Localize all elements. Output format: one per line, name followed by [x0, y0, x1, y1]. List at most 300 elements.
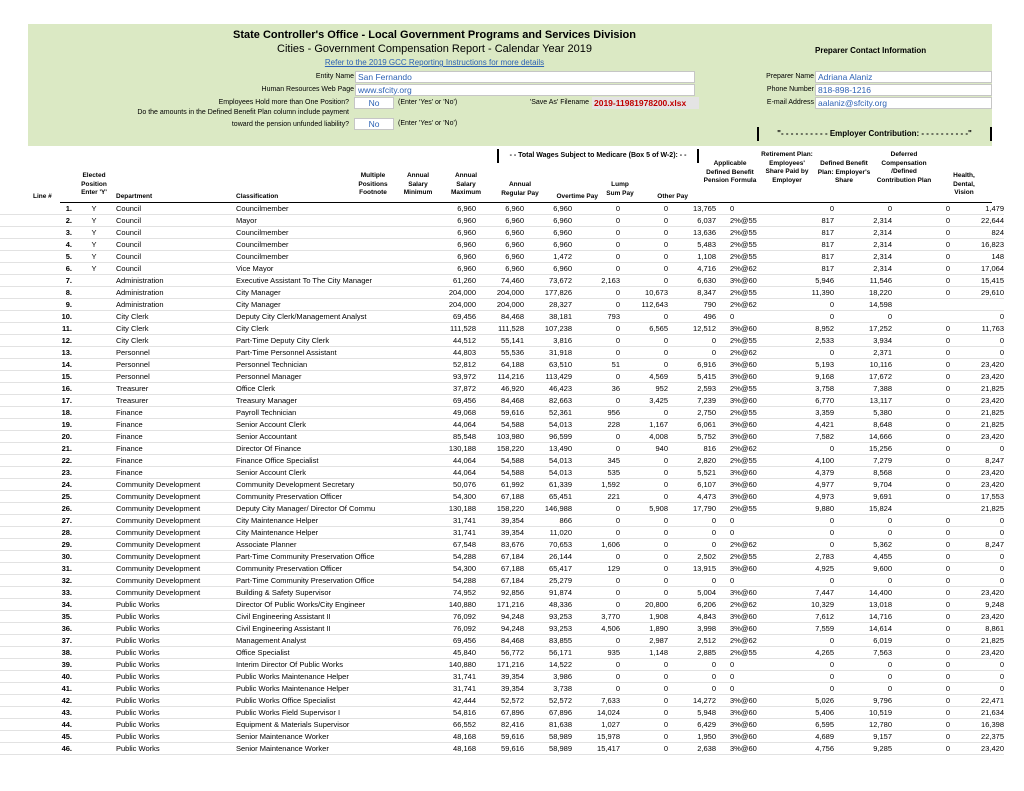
- cell-overtime-pay: 0: [572, 551, 620, 563]
- cell-other-pay: 4,716: [668, 263, 716, 275]
- cell-db-employer-share: 13,117: [834, 395, 892, 407]
- cell-elected: [72, 299, 116, 311]
- cell-salary-min: 140,880: [428, 659, 476, 671]
- cell-deferred-comp: 0: [892, 647, 950, 659]
- cell-other-pay: 14,272: [668, 695, 716, 707]
- cell-deferred-comp: 0: [892, 251, 950, 263]
- cell-lump-sum-pay: 0: [620, 407, 668, 419]
- cell-classification: Community Preservation Officer: [236, 563, 388, 575]
- cell-other-pay: 0: [668, 683, 716, 695]
- cell-retirement-share: 817: [776, 239, 834, 251]
- cell-multiple-positions: [388, 695, 428, 707]
- cell-classification: Interim Director Of Public Works: [236, 659, 388, 671]
- col-lump-sum: Lump Sum Pay: [606, 181, 634, 197]
- cell-retirement-share: 5,193: [776, 359, 834, 371]
- cell-classification: City Manager: [236, 287, 388, 299]
- cell-elected: Y: [72, 251, 116, 263]
- cell-multiple-positions: [388, 383, 428, 395]
- cell-health-dental-vision: 22,471: [950, 695, 1004, 707]
- cell-salary-min: 69,456: [428, 635, 476, 647]
- cell-pension-formula: 3%@60: [716, 695, 776, 707]
- cell-elected: [72, 635, 116, 647]
- cell-deferred-comp: 0: [892, 467, 950, 479]
- cell-regular-pay: 6,960: [524, 215, 572, 227]
- cell-regular-pay: 56,171: [524, 647, 572, 659]
- cell-elected: [72, 515, 116, 527]
- cell-line-number: 36.: [0, 623, 72, 635]
- cell-department: Public Works: [116, 695, 236, 707]
- cell-department: Administration: [116, 299, 236, 311]
- hr-web-page-field[interactable]: www.sfcity.org: [355, 84, 695, 96]
- cell-retirement-share: 0: [776, 671, 834, 683]
- email-label: E-mail Address: [766, 99, 814, 106]
- cell-salary-min: 54,300: [428, 563, 476, 575]
- table-row: [0, 443, 1004, 455]
- cell-db-employer-share: 4,455: [834, 551, 892, 563]
- compensation-table: [0, 203, 1004, 755]
- cell-salary-max: 103,980: [476, 431, 524, 443]
- cell-overtime-pay: 0: [572, 443, 620, 455]
- cell-department: Council: [116, 263, 236, 275]
- cell-other-pay: 5,483: [668, 239, 716, 251]
- cell-elected: [72, 311, 116, 323]
- employer-contribution-group: "- - - - - - - - - - Employer Contribution: - - - - - - - - - -": [757, 127, 992, 141]
- cell-regular-pay: 93,253: [524, 611, 572, 623]
- cell-salary-min: 37,872: [428, 383, 476, 395]
- cell-pension-formula: 2%@55: [716, 239, 776, 251]
- cell-retirement-share: 4,100: [776, 455, 834, 467]
- cell-health-dental-vision: 0: [950, 527, 1004, 539]
- cell-lump-sum-pay: 0: [620, 467, 668, 479]
- cell-other-pay: 6,429: [668, 719, 716, 731]
- cell-line-number: 16.: [0, 383, 72, 395]
- table-row: [0, 227, 1004, 239]
- cell-health-dental-vision: 16,823: [950, 239, 1004, 251]
- cell-elected: [72, 443, 116, 455]
- cell-regular-pay: 65,417: [524, 563, 572, 575]
- cell-regular-pay: 73,672: [524, 275, 572, 287]
- cell-other-pay: 816: [668, 443, 716, 455]
- cell-db-employer-share: 0: [834, 671, 892, 683]
- cell-classification: Senior Maintenance Worker: [236, 743, 388, 755]
- cell-overtime-pay: 2,163: [572, 275, 620, 287]
- cell-elected: [72, 683, 116, 695]
- cell-line-number: 2.: [0, 215, 72, 227]
- cell-deferred-comp: 0: [892, 323, 950, 335]
- cell-deferred-comp: 0: [892, 635, 950, 647]
- cell-multiple-positions: [388, 323, 428, 335]
- cell-regular-pay: 107,238: [524, 323, 572, 335]
- cell-health-dental-vision: 23,420: [950, 359, 1004, 371]
- cell-pension-formula: 2%@62: [716, 443, 776, 455]
- cell-other-pay: 13,915: [668, 563, 716, 575]
- cell-db-employer-share: 9,796: [834, 695, 892, 707]
- cell-deferred-comp: 0: [892, 731, 950, 743]
- cell-department: Personnel: [116, 359, 236, 371]
- cell-overtime-pay: 0: [572, 239, 620, 251]
- cell-classification: Executive Assistant To The City Manager: [236, 275, 388, 287]
- cell-overtime-pay: 4,506: [572, 623, 620, 635]
- col-elected: Elected Position Enter 'Y': [81, 172, 107, 196]
- cell-regular-pay: 1,472: [524, 251, 572, 263]
- cell-lump-sum-pay: 2,987: [620, 635, 668, 647]
- cell-salary-max: 59,616: [476, 407, 524, 419]
- cell-salary-min: 130,188: [428, 443, 476, 455]
- cell-deferred-comp: 0: [892, 239, 950, 251]
- cell-deferred-comp: 0: [892, 671, 950, 683]
- cell-deferred-comp: 0: [892, 539, 950, 551]
- cell-line-number: 18.: [0, 407, 72, 419]
- cell-salary-max: 54,588: [476, 467, 524, 479]
- cell-pension-formula: 3%@60: [716, 707, 776, 719]
- cell-salary-min: 204,000: [428, 287, 476, 299]
- cell-multiple-positions: [388, 299, 428, 311]
- multi-position-label: Employees Hold more than One Position?: [218, 99, 349, 106]
- cell-db-employer-share: 15,256: [834, 443, 892, 455]
- cell-health-dental-vision: 9,248: [950, 599, 1004, 611]
- cell-elected: [72, 467, 116, 479]
- cell-line-number: 41.: [0, 683, 72, 695]
- cell-retirement-share: 817: [776, 215, 834, 227]
- cell-classification: Director Of Public Works/City Engineer: [236, 599, 388, 611]
- cell-classification: Payroll Technician: [236, 407, 388, 419]
- cell-deferred-comp: 0: [892, 431, 950, 443]
- cell-line-number: 44.: [0, 719, 72, 731]
- cell-salary-min: 31,741: [428, 527, 476, 539]
- cell-pension-formula: 3%@60: [716, 623, 776, 635]
- cell-other-pay: 2,885: [668, 647, 716, 659]
- cell-regular-pay: 6,960: [524, 239, 572, 251]
- cell-salary-max: 111,528: [476, 323, 524, 335]
- cell-regular-pay: 58,989: [524, 743, 572, 755]
- cell-health-dental-vision: 21,825: [950, 503, 1004, 515]
- cell-department: Public Works: [116, 659, 236, 671]
- phone-label: Phone Number: [766, 86, 814, 93]
- cell-pension-formula: 2%@62: [716, 599, 776, 611]
- preparer-name-field[interactable]: Adriana Alaniz: [815, 71, 992, 83]
- phone-field[interactable]: 818-898-1216: [815, 84, 992, 96]
- cell-salary-max: 54,588: [476, 455, 524, 467]
- cell-multiple-positions: [388, 731, 428, 743]
- cell-salary-min: 69,456: [428, 311, 476, 323]
- cell-elected: [72, 335, 116, 347]
- cell-overtime-pay: 0: [572, 323, 620, 335]
- cell-overtime-pay: 0: [572, 575, 620, 587]
- preparer-name-label: Preparer Name: [766, 73, 814, 80]
- cell-deferred-comp: 0: [892, 611, 950, 623]
- cell-multiple-positions: [388, 623, 428, 635]
- table-row: [0, 455, 1004, 467]
- cell-classification: City Maintenance Helper: [236, 515, 388, 527]
- cell-salary-max: 56,772: [476, 647, 524, 659]
- cell-classification: Vice Mayor: [236, 263, 388, 275]
- cell-lump-sum-pay: 6,565: [620, 323, 668, 335]
- cell-retirement-share: 0: [776, 659, 834, 671]
- cell-lump-sum-pay: 0: [620, 359, 668, 371]
- cell-db-employer-share: 2,314: [834, 263, 892, 275]
- cell-other-pay: 5,521: [668, 467, 716, 479]
- cell-overtime-pay: 228: [572, 419, 620, 431]
- cell-other-pay: 6,916: [668, 359, 716, 371]
- cell-salary-max: 82,416: [476, 719, 524, 731]
- cell-classification: Community Development Secretary: [236, 479, 388, 491]
- cell-multiple-positions: [388, 515, 428, 527]
- cell-db-employer-share: 7,388: [834, 383, 892, 395]
- cell-elected: [72, 407, 116, 419]
- cell-regular-pay: 28,327: [524, 299, 572, 311]
- cell-classification: Office Specialist: [236, 647, 388, 659]
- cell-regular-pay: 61,339: [524, 479, 572, 491]
- cell-salary-min: 44,064: [428, 467, 476, 479]
- cell-salary-min: 69,456: [428, 395, 476, 407]
- cell-salary-min: 54,300: [428, 491, 476, 503]
- cell-elected: [72, 623, 116, 635]
- cell-line-number: 14.: [0, 359, 72, 371]
- cell-elected: [72, 671, 116, 683]
- cell-other-pay: 5,415: [668, 371, 716, 383]
- cell-pension-formula: 0: [716, 311, 776, 323]
- cell-health-dental-vision: 0: [950, 563, 1004, 575]
- cell-salary-max: 114,216: [476, 371, 524, 383]
- table-row: [0, 215, 1004, 227]
- cell-deferred-comp: 0: [892, 479, 950, 491]
- cell-salary-max: 52,572: [476, 695, 524, 707]
- email-field[interactable]: aalaniz@sfcity.org: [815, 97, 992, 109]
- cell-deferred-comp: 0: [892, 659, 950, 671]
- cell-salary-max: 84,468: [476, 635, 524, 647]
- cell-lump-sum-pay: 0: [620, 347, 668, 359]
- cell-elected: [72, 719, 116, 731]
- cell-regular-pay: 63,510: [524, 359, 572, 371]
- multi-position-field[interactable]: No: [354, 97, 394, 109]
- cell-multiple-positions: [388, 419, 428, 431]
- cell-lump-sum-pay: 0: [620, 719, 668, 731]
- cell-lump-sum-pay: 0: [620, 539, 668, 551]
- cell-db-employer-share: 17,252: [834, 323, 892, 335]
- cell-health-dental-vision: 29,610: [950, 287, 1004, 299]
- cell-department: Public Works: [116, 635, 236, 647]
- cell-line-number: 9.: [0, 299, 72, 311]
- cell-regular-pay: 54,013: [524, 467, 572, 479]
- cell-multiple-positions: [388, 455, 428, 467]
- cell-multiple-positions: [388, 599, 428, 611]
- cell-other-pay: 5,752: [668, 431, 716, 443]
- cell-health-dental-vision: 23,420: [950, 371, 1004, 383]
- cell-salary-min: 6,960: [428, 239, 476, 251]
- cell-retirement-share: 5,026: [776, 695, 834, 707]
- cell-salary-min: 54,288: [428, 575, 476, 587]
- instructions-link[interactable]: Refer to the 2019 GCC Reporting Instructions for more details: [324, 58, 545, 67]
- table-row: [0, 503, 1004, 515]
- cell-other-pay: 1,108: [668, 251, 716, 263]
- cell-department: Public Works: [116, 731, 236, 743]
- cell-regular-pay: 25,279: [524, 575, 572, 587]
- cell-pension-formula: 3%@60: [716, 431, 776, 443]
- cell-pension-formula: 2%@62: [716, 263, 776, 275]
- cell-salary-max: 6,960: [476, 263, 524, 275]
- col-overtime-pay: Overtime Pay: [556, 193, 598, 200]
- cell-lump-sum-pay: 0: [620, 551, 668, 563]
- cell-other-pay: 17,790: [668, 503, 716, 515]
- cell-deferred-comp: [892, 311, 950, 323]
- cell-deferred-comp: 0: [892, 371, 950, 383]
- cell-health-dental-vision: 11,763: [950, 323, 1004, 335]
- cell-salary-max: 84,468: [476, 311, 524, 323]
- cell-salary-min: 31,741: [428, 671, 476, 683]
- cell-elected: Y: [72, 239, 116, 251]
- table-row: [0, 383, 1004, 395]
- cell-department: Public Works: [116, 683, 236, 695]
- cell-lump-sum-pay: 112,643: [620, 299, 668, 311]
- cell-elected: [72, 359, 116, 371]
- cell-salary-max: 171,216: [476, 659, 524, 671]
- cell-multiple-positions: [388, 491, 428, 503]
- cell-retirement-share: 4,421: [776, 419, 834, 431]
- cell-line-number: 5.: [0, 251, 72, 263]
- cell-overtime-pay: 0: [572, 203, 620, 215]
- cell-department: Community Development: [116, 491, 236, 503]
- cell-line-number: 8.: [0, 287, 72, 299]
- cell-other-pay: 2,820: [668, 455, 716, 467]
- entity-name-label: Entity Name: [315, 73, 354, 80]
- cell-deferred-comp: 0: [892, 347, 950, 359]
- cell-multiple-positions: [388, 575, 428, 587]
- cell-elected: [72, 383, 116, 395]
- cell-salary-max: 6,960: [476, 203, 524, 215]
- cell-lump-sum-pay: 0: [620, 311, 668, 323]
- cell-retirement-share: 2,783: [776, 551, 834, 563]
- cell-db-employer-share: 10,116: [834, 359, 892, 371]
- cell-salary-max: 61,992: [476, 479, 524, 491]
- cell-line-number: 42.: [0, 695, 72, 707]
- cell-elected: [72, 491, 116, 503]
- cell-multiple-positions: [388, 227, 428, 239]
- cell-overtime-pay: 14,024: [572, 707, 620, 719]
- cell-deferred-comp: [892, 503, 950, 515]
- cell-salary-max: 54,588: [476, 419, 524, 431]
- cell-department: Council: [116, 227, 236, 239]
- cell-salary-max: 59,616: [476, 731, 524, 743]
- cell-lump-sum-pay: 0: [620, 683, 668, 695]
- cell-lump-sum-pay: 0: [620, 671, 668, 683]
- db-plan-hint: (Enter 'Yes' or 'No'): [398, 120, 458, 127]
- cell-regular-pay: 146,988: [524, 503, 572, 515]
- cell-lump-sum-pay: 0: [620, 587, 668, 599]
- cell-classification: Public Works Maintenance Helper: [236, 683, 388, 695]
- cell-elected: [72, 431, 116, 443]
- cell-salary-min: 6,960: [428, 203, 476, 215]
- entity-name-field[interactable]: San Fernando: [355, 71, 695, 83]
- cell-department: Administration: [116, 287, 236, 299]
- cell-other-pay: 2,502: [668, 551, 716, 563]
- cell-salary-min: 48,168: [428, 743, 476, 755]
- cell-db-employer-share: 14,598: [834, 299, 892, 311]
- cell-other-pay: 3,998: [668, 623, 716, 635]
- cell-other-pay: 7,239: [668, 395, 716, 407]
- cell-line-number: 23.: [0, 467, 72, 479]
- cell-regular-pay: 13,490: [524, 443, 572, 455]
- cell-line-number: 45.: [0, 731, 72, 743]
- cell-overtime-pay: 15,978: [572, 731, 620, 743]
- cell-department: Finance: [116, 431, 236, 443]
- cell-deferred-comp: 0: [892, 455, 950, 467]
- cell-salary-min: 6,960: [428, 251, 476, 263]
- table-row: [0, 551, 1004, 563]
- cell-multiple-positions: [388, 395, 428, 407]
- cell-overtime-pay: 1,606: [572, 539, 620, 551]
- cell-lump-sum-pay: 0: [620, 275, 668, 287]
- cell-salary-min: 6,960: [428, 215, 476, 227]
- cell-line-number: 35.: [0, 611, 72, 623]
- cell-department: Finance: [116, 407, 236, 419]
- db-plan-field[interactable]: No: [354, 118, 394, 130]
- col-db-employer-share: Defined Benefit Plan: Employer's Share: [817, 160, 871, 184]
- cell-salary-min: 93,972: [428, 371, 476, 383]
- cell-line-number: 33.: [0, 587, 72, 599]
- cell-db-employer-share: 15,824: [834, 503, 892, 515]
- cell-other-pay: 0: [668, 527, 716, 539]
- cell-pension-formula: 0: [716, 527, 776, 539]
- cell-multiple-positions: [388, 551, 428, 563]
- cell-department: City Clerk: [116, 311, 236, 323]
- cell-elected: [72, 371, 116, 383]
- cell-retirement-share: 3,359: [776, 407, 834, 419]
- cell-salary-min: 6,960: [428, 263, 476, 275]
- cell-regular-pay: 3,738: [524, 683, 572, 695]
- cell-department: City Clerk: [116, 335, 236, 347]
- cell-classification: Civil Engineering Assistant II: [236, 611, 388, 623]
- cell-pension-formula: 0: [716, 659, 776, 671]
- cell-overtime-pay: 0: [572, 251, 620, 263]
- cell-db-employer-share: 3,934: [834, 335, 892, 347]
- cell-health-dental-vision: 0: [950, 575, 1004, 587]
- cell-retirement-share: 9,880: [776, 503, 834, 515]
- cell-multiple-positions: [388, 239, 428, 251]
- cell-elected: [72, 503, 116, 515]
- cell-line-number: 13.: [0, 347, 72, 359]
- cell-overtime-pay: 15,417: [572, 743, 620, 755]
- cell-pension-formula: 3%@60: [716, 563, 776, 575]
- cell-overtime-pay: 956: [572, 407, 620, 419]
- cell-salary-max: 64,188: [476, 359, 524, 371]
- cell-department: Public Works: [116, 611, 236, 623]
- cell-pension-formula: 2%@55: [716, 407, 776, 419]
- cell-regular-pay: 58,989: [524, 731, 572, 743]
- cell-classification: Public Works Office Specialist: [236, 695, 388, 707]
- cell-department: Public Works: [116, 623, 236, 635]
- cell-retirement-share: 4,925: [776, 563, 834, 575]
- cell-department: Personnel: [116, 371, 236, 383]
- cell-salary-max: 39,354: [476, 527, 524, 539]
- cell-deferred-comp: 0: [892, 563, 950, 575]
- cell-health-dental-vision: 0: [950, 443, 1004, 455]
- cell-deferred-comp: 0: [892, 515, 950, 527]
- cell-line-number: 46.: [0, 743, 72, 755]
- cell-lump-sum-pay: 0: [620, 263, 668, 275]
- cell-classification: Director Of Finance: [236, 443, 388, 455]
- table-row: [0, 719, 1004, 731]
- cell-overtime-pay: 535: [572, 467, 620, 479]
- cell-other-pay: 12,512: [668, 323, 716, 335]
- save-as-label: 'Save As' Filename: [529, 99, 589, 106]
- cell-overtime-pay: 7,633: [572, 695, 620, 707]
- cell-line-number: 30.: [0, 551, 72, 563]
- cell-retirement-share: 817: [776, 263, 834, 275]
- cell-pension-formula: 2%@62: [716, 299, 776, 311]
- cell-pension-formula: 2%@55: [716, 383, 776, 395]
- cell-department: Council: [116, 203, 236, 215]
- cell-db-employer-share: 7,563: [834, 647, 892, 659]
